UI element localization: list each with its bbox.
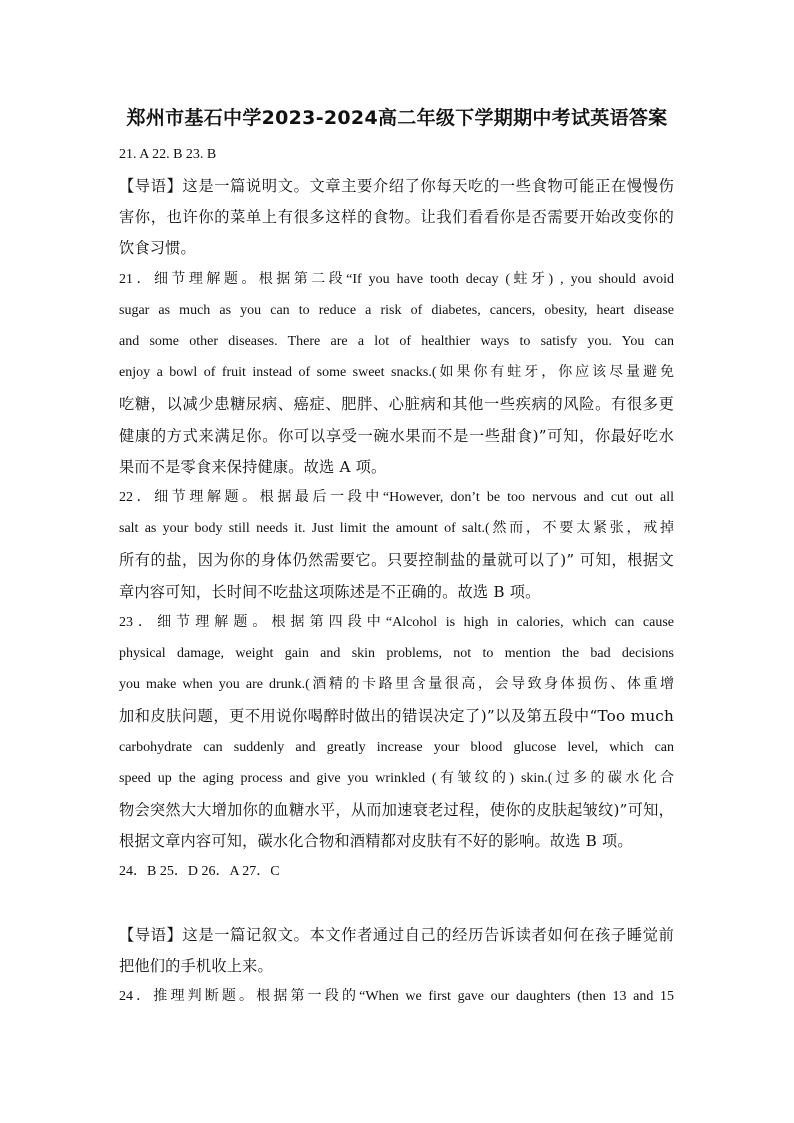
text-line: 物会突然大大增加你的血糖水平，从而加速衰老过程，使你的皮肤起皱纹)”可知， <box>119 801 674 819</box>
text-line: sugar as much as you can to reduce a risk of diabetes, cancers, obesity, heart disease <box>119 303 674 318</box>
text-line: 24．推理判断题。根据第一段的“When we first gave our daughters (then 13 and 15 <box>119 989 674 1004</box>
text-line: 把他们的手机收上来。 <box>119 957 273 975</box>
text-line: and some other diseases. There are a lot of healthier ways to satisfy you. You can <box>119 334 674 349</box>
text-line: 【导语】这是一篇说明文。文章主要介绍了你每天吃的一些食物可能正在慢慢伤 <box>119 177 674 195</box>
text-line: 饮食习惯。 <box>119 239 196 257</box>
answer-line-21-23: 21. A 22. B 23. B <box>119 147 217 162</box>
text-line: speed up the aging process and give you wrinkled (有皱纹的) skin.(过多的碳水化合 <box>119 771 674 786</box>
text-line: enjoy a bowl of fruit instead of some sweet snacks.(如果你有蛀牙，你应该尽量避免 <box>119 365 674 380</box>
text-line: physical damage, weight gain and skin problems, not to mention the bad decisions <box>119 646 674 661</box>
answer-line-24-27: 24．B 25．D 26．A 27．C <box>119 864 280 879</box>
text-line: 吃糖，以减少患糖尿病、癌症、肥胖、心脏病和其他一些疾病的风险。有很多更 <box>119 395 674 413</box>
text-line: 章内容可知，长时间不吃盐这项陈述是不正确的。故选 B 项。 <box>119 583 541 601</box>
text-line: carbohydrate can suddenly and greatly increase your blood glucose level, which can <box>119 740 674 755</box>
text-line: you make when you are drunk.(酒精的卡路里含量很高，会导致身体损伤、体重增 <box>119 677 674 692</box>
text-line: 22．细节理解题。根据最后一段中“However, don’t be too nervous and cut out all <box>119 490 674 505</box>
document-title: 郑州市基石中学2023-2024高二年级下学期期中考试英语答案 <box>126 107 668 129</box>
text-line: 21．细节理解题。根据第二段“If you have tooth decay (蛀牙) , you should avoid <box>119 272 674 287</box>
text-line: 果而不是零食来保持健康。故选 A 项。 <box>119 458 387 476</box>
text-line: 健康的方式来满足你。你可以享受一碗水果而不是一些甜食)”可知，你最好吃水 <box>119 427 674 445</box>
text-line: 所有的盐，因为你的身体仍然需要它。只要控制盐的量就可以了)” 可知，根据文 <box>119 551 674 569</box>
text-line: 根据文章内容可知，碳水化合物和酒精都对皮肤有不好的影响。故选 B 项。 <box>119 832 633 850</box>
text-line: 害你，也许你的菜单上有很多这样的食物。让我们看看你是否需要开始改变你的 <box>119 208 674 226</box>
text-line: 23．细节理解题。根据第四段中“Alcohol is high in calories, which can cause <box>119 615 674 630</box>
text-line: 加和皮肤问题，更不用说你喝醉时做出的错误决定了)”以及第五段中“Too much <box>119 707 674 725</box>
text-line: salt as your body still needs it. Just limit the amount of salt.(然而，不要太紧张，戒掉 <box>119 521 674 536</box>
text-line: 【导语】这是一篇记叙文。本文作者通过自己的经历告诉读者如何在孩子睡觉前 <box>119 926 674 944</box>
